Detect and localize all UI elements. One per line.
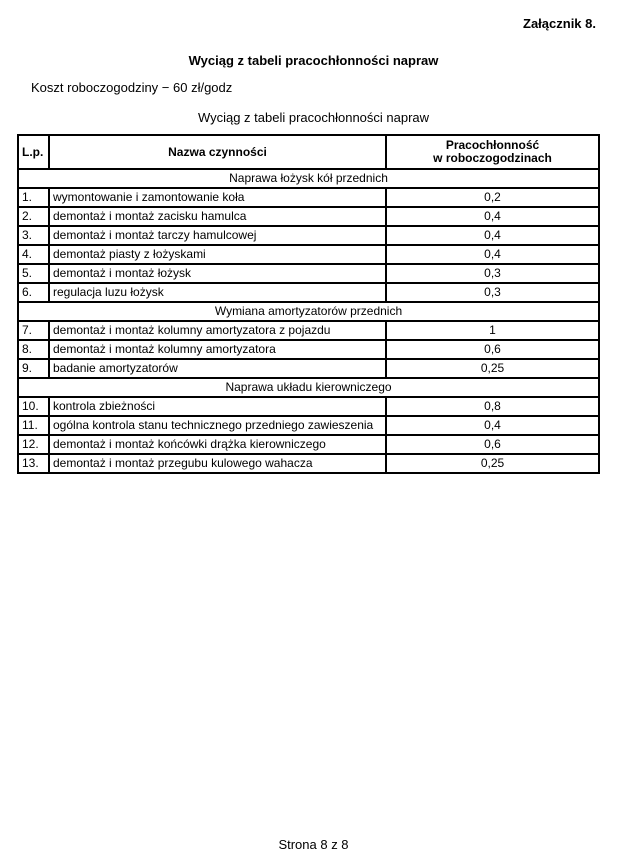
labor-hours: 0,3	[386, 264, 599, 283]
column-header-value-line1: Pracochłonność	[445, 138, 540, 152]
task-name: demontaż i montaż łożysk	[49, 264, 386, 283]
row-number: 11.	[18, 416, 49, 435]
table-row	[18, 454, 599, 473]
row-number: 7.	[18, 321, 49, 340]
table-row	[18, 340, 599, 359]
section-row	[18, 302, 599, 321]
task-name: badanie amortyzatorów	[49, 359, 386, 378]
table-row	[18, 359, 599, 378]
labor-hours: 1	[386, 321, 599, 340]
task-name: demontaż piasty z łożyskami	[49, 245, 386, 264]
table-body	[18, 169, 599, 473]
labor-hours: 0,3	[386, 283, 599, 302]
task-name: wymontowanie i zamontowanie koła	[49, 188, 386, 207]
document-title: Wyciąg z tabeli pracochłonności napraw	[188, 53, 439, 68]
labor-hours: 0,4	[386, 226, 599, 245]
page-number: Strona 8 z 8	[278, 837, 349, 852]
column-header-name: Nazwa czynności	[49, 135, 386, 169]
annex-label: Załącznik 8.	[523, 16, 596, 31]
task-name: demontaż i montaż tarczy hamulcowej	[49, 226, 386, 245]
table-row	[18, 397, 599, 416]
labor-hours: 0,4	[386, 245, 599, 264]
table-row	[18, 264, 599, 283]
row-number: 4.	[18, 245, 49, 264]
labor-cost-note: Koszt roboczogodziny − 60 zł/godz	[31, 80, 233, 95]
task-name: demontaż i montaż końcówki drążka kierowniczego	[49, 435, 386, 454]
section-title: Wymiana amortyzatorów przednich	[18, 302, 599, 321]
row-number: 10.	[18, 397, 49, 416]
section-title: Naprawa układu kierowniczego	[18, 378, 599, 397]
column-header-lp: L.p.	[18, 135, 49, 169]
task-name: demontaż i montaż kolumny amortyzatora	[49, 340, 386, 359]
table-row	[18, 207, 599, 226]
section-row	[18, 169, 599, 188]
table-row	[18, 435, 599, 454]
section-title: Naprawa łożysk kół przednich	[18, 169, 599, 188]
row-number: 12.	[18, 435, 49, 454]
task-name: demontaż i montaż kolumny amortyzatora z pojazdu	[49, 321, 386, 340]
row-number: 6.	[18, 283, 49, 302]
row-number: 9.	[18, 359, 49, 378]
task-name: demontaż i montaż zacisku hamulca	[49, 207, 386, 226]
task-name: regulacja luzu łożysk	[49, 283, 386, 302]
table-row	[18, 283, 599, 302]
labor-hours: 0,6	[386, 435, 599, 454]
labor-hours: 0,4	[386, 207, 599, 226]
column-header-value	[386, 135, 599, 169]
table-row	[18, 416, 599, 435]
labor-hours: 0,4	[386, 416, 599, 435]
labor-hours: 0,2	[386, 188, 599, 207]
row-number: 13.	[18, 454, 49, 473]
task-name: ogólna kontrola stanu technicznego przedniego zawieszenia	[49, 416, 386, 435]
labor-hours: 0,25	[386, 359, 599, 378]
row-number: 2.	[18, 207, 49, 226]
row-number: 5.	[18, 264, 49, 283]
table-row	[18, 245, 599, 264]
task-name: demontaż i montaż przegubu kulowego wahacza	[49, 454, 386, 473]
section-row	[18, 378, 599, 397]
labor-hours: 0,25	[386, 454, 599, 473]
labor-table	[17, 134, 600, 474]
labor-hours: 0,6	[386, 340, 599, 359]
row-number: 8.	[18, 340, 49, 359]
column-header-value-line2: w roboczogodzinach	[433, 151, 552, 165]
table-row	[18, 226, 599, 245]
table-caption: Wyciąg z tabeli pracochłonności napraw	[197, 110, 430, 125]
labor-hours: 0,8	[386, 397, 599, 416]
table-header-row	[18, 135, 599, 169]
row-number: 3.	[18, 226, 49, 245]
table-row	[18, 321, 599, 340]
task-name: kontrola zbieżności	[49, 397, 386, 416]
row-number: 1.	[18, 188, 49, 207]
table-row	[18, 188, 599, 207]
